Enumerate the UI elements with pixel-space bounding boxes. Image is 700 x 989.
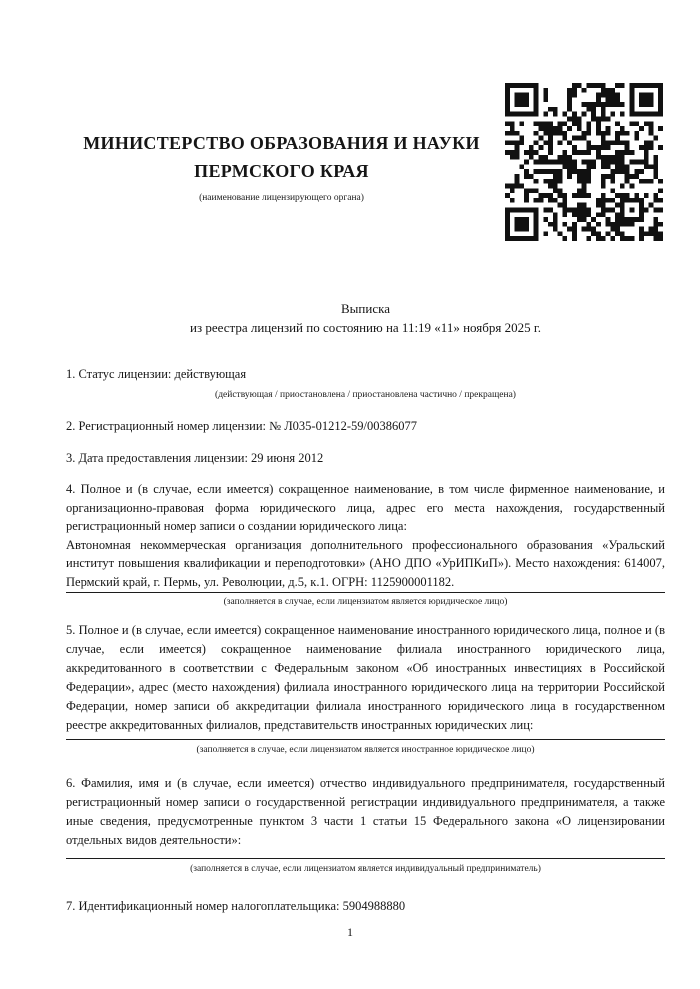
ministry-title-line2: ПЕРМСКОГО КРАЯ [194, 161, 369, 181]
field-individual-entrepreneur-text: 6. Фамилия, имя и (в случае, если имеется) отчество индивидуального предпринимателя, государственный регистрационный номер записи о государственной регистрации индивидуального предпринимателя, а также иные сведения, предусмотренные пунктом 3 части 1 статьи 15 Федерального закона «О лицензировании отдельных видов деятельности»: [66, 776, 665, 847]
field-taxpayer-number [66, 897, 665, 916]
field-foreign-entity-rule [66, 739, 665, 740]
field-registration-number-text: 2. Регистрационный номер лицензии: № Л035-01212-59/00386077 [66, 419, 417, 433]
field-legal-entity-hint: (заполняется в случае, если лицензиатом является юридическое лицо) [223, 597, 508, 607]
field-foreign-entity-text: 5. Полное и (в случае, если имеется) сокращенное наименование иностранного юридического лица, полное и (в случае, если имеется) сокращенное наименование филиала иностранного юридического лица, аккредитованного в соответствии с Федеральным законом «Об иностранных инвестициях в Российской Федерации», адрес (место нахождения) филиала иностранного юридического лица на территории Российской Федерации, номер записи об аккредитации филиала иностранного юридического лица в государственном реестре аккредитованных филиалов, представительств иностранных юридических лиц: [66, 623, 665, 732]
field-legal-entity-value: Автономная некоммерческая организация дополнительного профессионального образования «Уральский институт повышения квалификации и переподготовки» (АНО ДПО «УрИПКиП»). Место нахождения: 614007, Пермский край, г. Пермь, ул. Революции, д.5, к.1. ОГРН: 1125900001182. [66, 537, 665, 589]
field-legal-entity-text: 4. Полное и (в случае, если имеется) сокращенное наименование, в том числе фирменное наименование, и организационно-правовая форма юридического лица, адрес его места нахождения, государственный регистрационный номер записи о создании юридического лица: [66, 482, 665, 533]
field-legal-entity-rule [66, 592, 665, 593]
field-individual-entrepreneur [66, 774, 665, 875]
document-title-line2: из реестра лицензий по состоянию на 11:19 «11» ноября 2025 г. [190, 319, 541, 335]
field-license-status-hint: (действующая / приостановлена / приостановлена частично / прекращена) [215, 389, 516, 400]
page-number: 1 [347, 925, 353, 939]
ministry-title-line1: МИНИСТЕРСТВО ОБРАЗОВАНИЯ И НАУКИ [83, 133, 480, 153]
document-title-line1: Выписка [341, 301, 390, 316]
field-license-date [66, 449, 665, 468]
field-license-status-text: 1. Статус лицензии: действующая [66, 367, 247, 381]
field-license-date-text: 3. Дата предоставления лицензии: 29 июня 2012 [66, 451, 324, 465]
field-individual-entrepreneur-rule [66, 858, 665, 859]
field-foreign-entity-hint: (заполняется в случае, если лицензиатом является иностранное юридическое лицо) [196, 745, 535, 755]
field-registration-number [66, 417, 665, 436]
field-foreign-entity [66, 621, 665, 756]
field-license-status [66, 365, 665, 401]
field-taxpayer-number-text: 7. Идентификационный номер налогоплательщика: 5904988880 [66, 899, 406, 913]
ministry-caption: (наименование лицензирующего органа) [199, 193, 364, 203]
ministry-header [66, 129, 497, 204]
qr-code-icon [505, 83, 663, 241]
field-individual-entrepreneur-hint: (заполняется в случае, если лицензиатом является индивидуальный предприниматель) [190, 864, 541, 874]
document-title [66, 300, 665, 337]
field-legal-entity [66, 480, 665, 608]
